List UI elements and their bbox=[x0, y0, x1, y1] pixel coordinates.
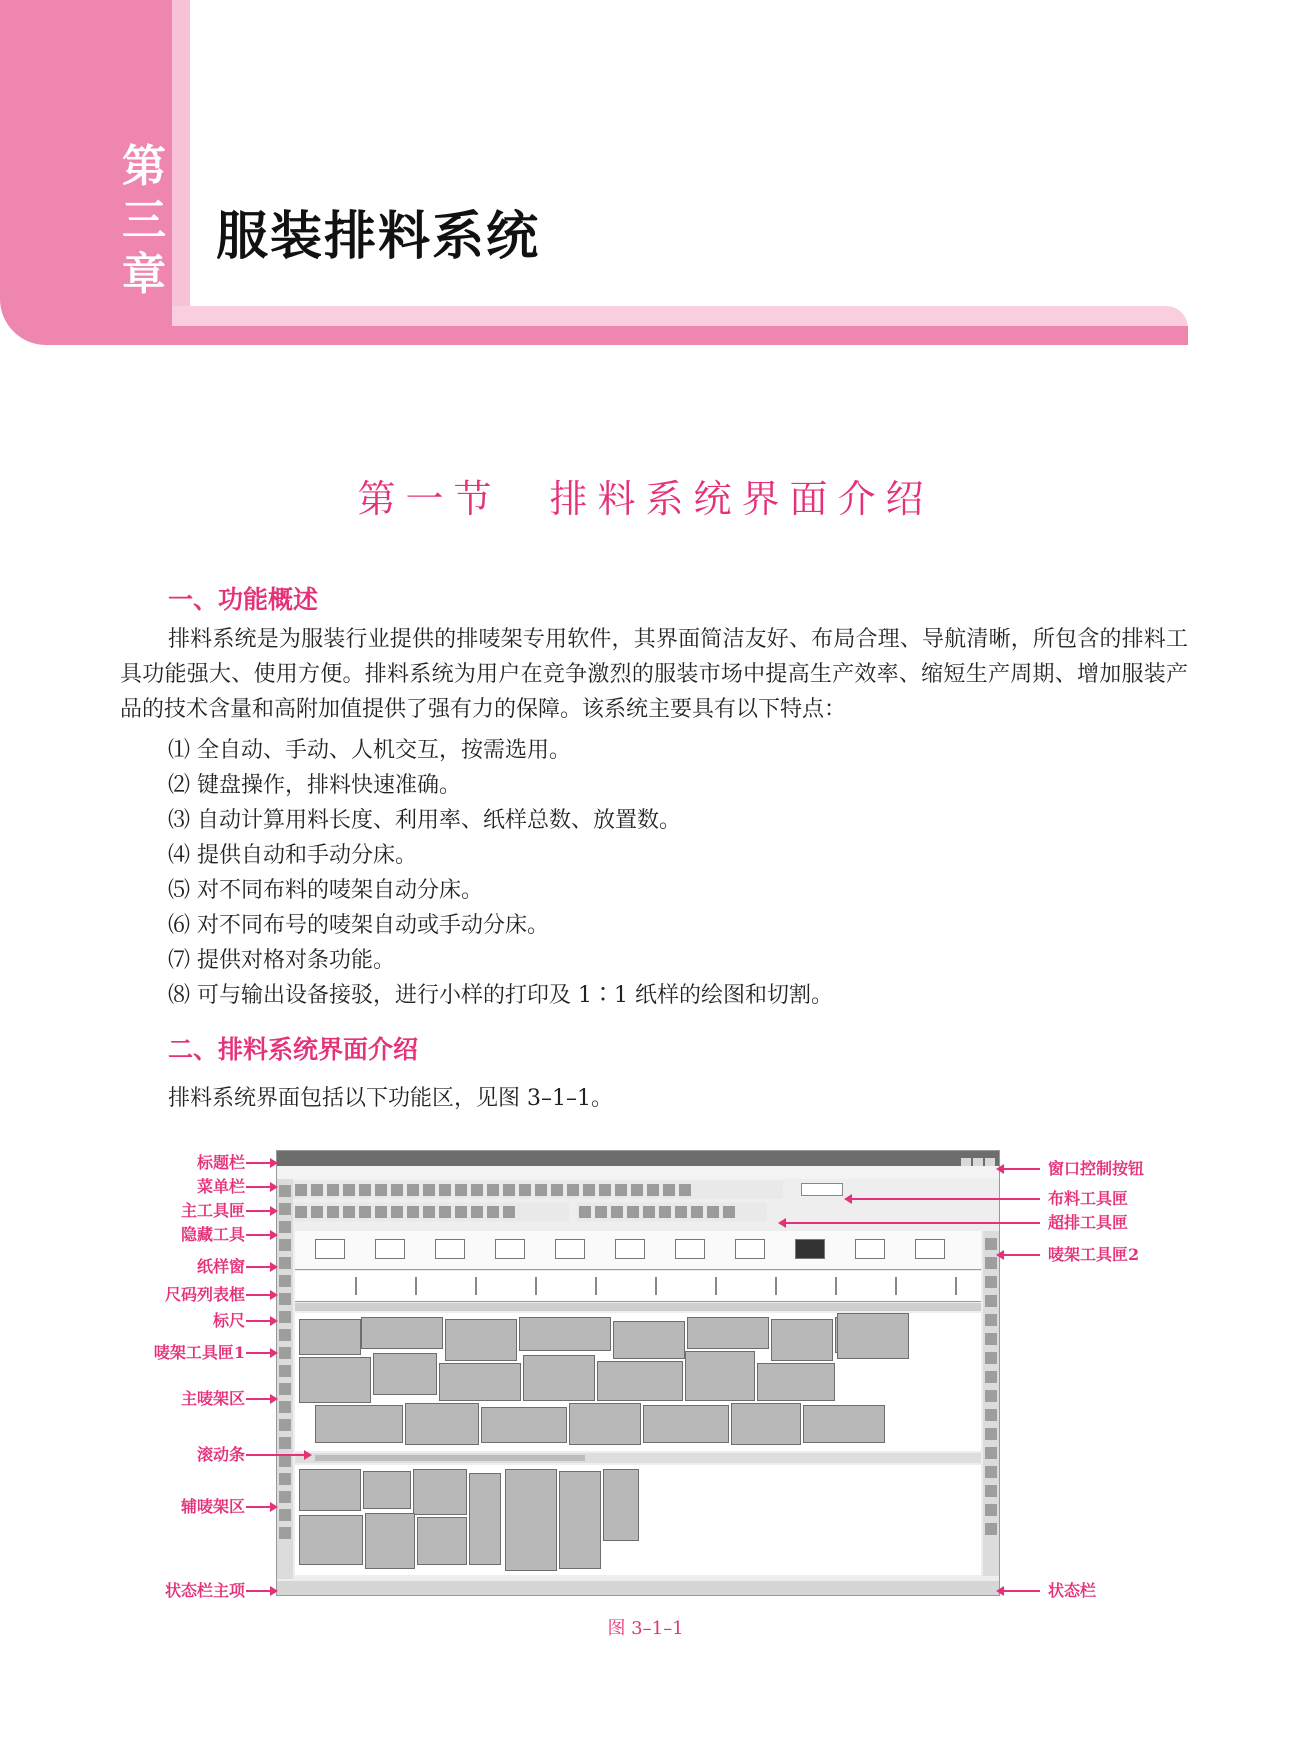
chapter-header-band-dark bbox=[172, 326, 1188, 345]
feature-item: ⑵ 键盘操作，排料快速准确。 bbox=[168, 773, 461, 798]
screenshot-fabric-select bbox=[801, 1183, 843, 1196]
screenshot-ruler bbox=[295, 1303, 981, 1311]
label-title-bar: 标题栏 bbox=[196, 1153, 245, 1172]
heading-interface-intro: 二、排料系统界面介绍 bbox=[168, 1035, 419, 1064]
screenshot-aux-marker-area bbox=[295, 1465, 981, 1575]
screenshot-status-bar bbox=[277, 1581, 999, 1595]
label-marker-toolbar-1: 唛架工具匣1 bbox=[153, 1343, 245, 1362]
chapter-label-char: 三 bbox=[122, 195, 166, 246]
chapter-number-label bbox=[120, 140, 168, 302]
label-status-main: 状态栏主项 bbox=[164, 1581, 245, 1600]
label-hidden-tools: 隐藏工具 bbox=[180, 1225, 245, 1244]
label-menu-bar: 菜单栏 bbox=[196, 1177, 245, 1196]
feature-item: ⑷ 提供自动和手动分床。 bbox=[168, 843, 417, 868]
screenshot-pattern-window bbox=[295, 1231, 981, 1270]
feature-item: ⑸ 对不同布料的唛架自动分床。 bbox=[168, 878, 483, 903]
leader-line bbox=[998, 1590, 1040, 1592]
leader-line bbox=[246, 1398, 276, 1400]
label-aux-marker-area: 辅唛架区 bbox=[180, 1497, 245, 1516]
label-size-list: 尺码列表框 bbox=[164, 1285, 245, 1304]
chapter-label-char: 章 bbox=[122, 249, 166, 300]
screenshot-scrollbar bbox=[295, 1453, 981, 1463]
leader-line bbox=[246, 1454, 310, 1456]
figure-caption: 图 3–1–1 bbox=[607, 1618, 684, 1639]
feature-item: ⑻ 可与输出设备接驳，进行小样的打印及 1∶1 纸样的绘图和切割。 bbox=[168, 983, 833, 1008]
screenshot-title-bar bbox=[277, 1151, 999, 1166]
feature-item: ⑹ 对不同布号的唛架自动或手动分床。 bbox=[168, 913, 549, 938]
label-scrollbar: 滚动条 bbox=[196, 1445, 245, 1464]
leader-line bbox=[846, 1198, 1040, 1200]
leader-line bbox=[246, 1210, 276, 1212]
leader-line bbox=[998, 1168, 1040, 1170]
chapter-tab-inner-strip bbox=[172, 0, 190, 310]
label-marker-toolbar-2: 唛架工具匣2 bbox=[1048, 1245, 1140, 1264]
label-super-marker-toolbar: 超排工具匣 bbox=[1048, 1213, 1129, 1232]
chapter-title: 服装排料系统 bbox=[216, 207, 541, 267]
screenshot-main-marker-area bbox=[295, 1313, 981, 1451]
screenshot-hidden-tools bbox=[293, 1203, 569, 1221]
leader-line bbox=[998, 1254, 1040, 1256]
leader-line bbox=[246, 1266, 276, 1268]
label-status-bar: 状态栏 bbox=[1048, 1581, 1097, 1600]
leader-line bbox=[780, 1222, 1040, 1224]
leader-line bbox=[246, 1234, 276, 1236]
leader-line bbox=[246, 1186, 276, 1188]
label-fabric-toolbar: 布料工具匣 bbox=[1048, 1189, 1129, 1208]
screenshot-size-list bbox=[295, 1271, 981, 1302]
screenshot-menu-bar bbox=[277, 1166, 999, 1179]
marker-software-screenshot bbox=[276, 1150, 1000, 1596]
label-ruler: 标尺 bbox=[212, 1311, 245, 1330]
label-pattern-window: 纸样窗 bbox=[196, 1257, 245, 1276]
leader-line bbox=[246, 1294, 276, 1296]
leader-line bbox=[246, 1352, 276, 1354]
feature-item: ⑺ 提供对格对条功能。 bbox=[168, 948, 395, 973]
body-paragraph: 排料系统是为服装行业提供的排唛架专用软件，其界面简洁友好、布局合理、导航清晰，所包含的排料工具功能强大、使用方便。排料系统为用户在竞争激烈的服装市场中提高生产效率、缩短生产周期、增加服装产品的技术含量和高附加值提供了强有力的保障。该系统主要具有以下特点： bbox=[120, 627, 1188, 722]
screenshot-super-marker-toolbar bbox=[577, 1203, 767, 1221]
screenshot-marker-toolbar-1 bbox=[277, 1179, 293, 1579]
leader-line bbox=[246, 1320, 276, 1322]
feature-item: ⑴ 全自动、手动、人机交互，按需选用。 bbox=[168, 738, 571, 763]
label-main-toolbar: 主工具匣 bbox=[180, 1201, 245, 1220]
heading-function-overview: 一、功能概述 bbox=[168, 585, 319, 614]
label-window-controls: 窗口控制按钮 bbox=[1048, 1159, 1145, 1178]
leader-line bbox=[246, 1506, 276, 1508]
section-title: 第一节 排料系统界面介绍 bbox=[357, 477, 934, 521]
screenshot-main-toolbar bbox=[293, 1181, 783, 1199]
leader-line bbox=[246, 1162, 276, 1164]
label-main-marker-area: 主唛架区 bbox=[180, 1389, 245, 1408]
screenshot-marker-toolbar-2 bbox=[983, 1231, 999, 1576]
feature-item: ⑶ 自动计算用料长度、利用率、纸样总数、放置数。 bbox=[168, 808, 681, 833]
leader-line bbox=[246, 1590, 276, 1592]
feature-list bbox=[168, 733, 833, 1013]
chapter-label-char: 第 bbox=[122, 141, 166, 192]
intro-sentence: 排料系统界面包括以下功能区，见图 3–1–1。 bbox=[168, 1086, 613, 1111]
